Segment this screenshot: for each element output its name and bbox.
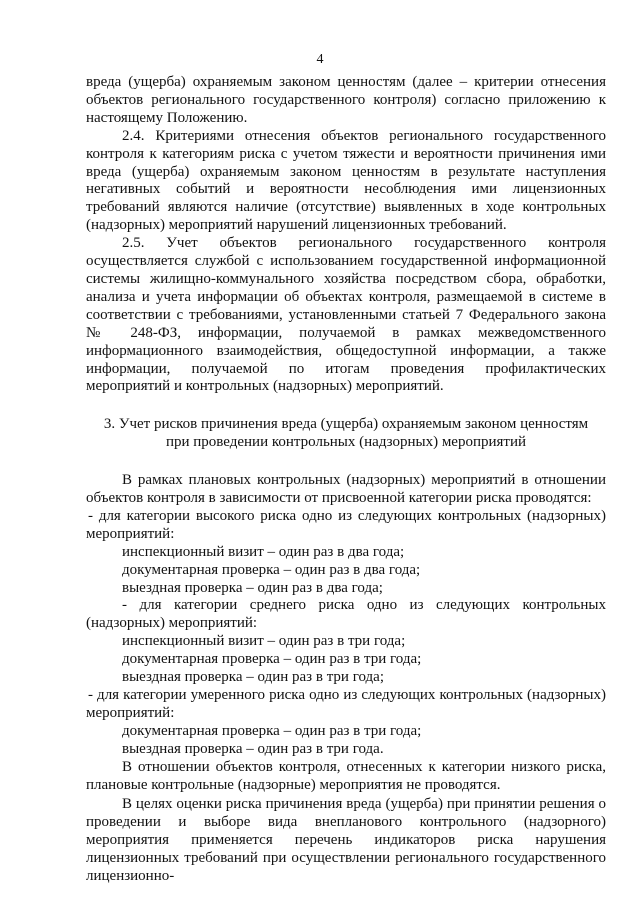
- list-item-moderate-2: выездная проверка – один раз в три года.: [122, 740, 384, 757]
- list-item-high-2: документарная проверка – один раз в два года;: [122, 561, 421, 578]
- list-item-medium-2: документарная проверка – один раз в три года;: [122, 651, 422, 668]
- paragraph-moderate-risk: - для категории умеренного риска одно из следующих контрольных (надзорных) мероприятий:: [86, 687, 606, 721]
- paragraph-medium-risk: - для категории среднего риска одно из следующих контрольных (надзорных) мероприятий:: [86, 597, 606, 632]
- list-item-high-1: инспекционный визит – один раз в два года;: [122, 543, 405, 560]
- paragraph-criteria-continuation: вреда (ущерба) охраняемым законом ценностям (далее – критерии отнесения объектов регионального государственного контроля) согласно приложению к настоящему Положению.: [86, 74, 606, 126]
- list-item-high-3: выездная проверка – один раз в два года;: [122, 579, 383, 596]
- page-number: 4: [316, 52, 324, 67]
- list-item-moderate-1: документарная проверка – один раз в три года;: [122, 722, 422, 739]
- document-body: [86, 74, 606, 886]
- section-heading-line-1: 3. Учет рисков причинения вреда (ущерба) охраняемым законом ценностям: [103, 416, 589, 433]
- list-item-medium-3: выездная проверка – один раз в три года;: [122, 669, 385, 686]
- paragraph-unplanned-measures: В целях оценки риска причинения вреда (ущерба) при принятии решения о проведении и выборе вида внепланового контрольного (надзорного) мероприятия применяется перечень индикаторов риска нарушения лицензионных требований при осуществлении регионального государственного лицензионно-: [86, 796, 606, 885]
- list-item-medium-1: инспекционный визит – один раз в три года;: [122, 633, 406, 650]
- paragraph-2-5: 2.5. Учет объектов регионального государственного контроля осуществляется службой с использованием государственной информационной системы жилищно-коммунального хозяйства посредством сбора, обработки, анализа и учета информации об объектах контроля, размещаемой в системе в соответствии с требованиями, установленными статьей 7 Федерального закона № 248-ФЗ, информации, получаемой в рамках межведомственного информационного взаимодействия, общедоступной информации, а также информации, получаемой по итогам проведения профилактических мероприятий и контрольных (надзорных) мероприятий.: [86, 235, 606, 395]
- paragraph-planned-measures: В рамках плановых контрольных (надзорных) мероприятий в отношении объектов контроля в зависимости от присвоенной категории риска проводятся:: [86, 472, 606, 507]
- section-heading-line-2: при проведении контрольных (надзорных) мероприятий: [165, 434, 527, 451]
- paragraph-high-risk: - для категории высокого риска одно из следующих контрольных (надзорных) мероприятий:: [86, 507, 606, 542]
- section-heading-3: [86, 416, 606, 452]
- paragraph-low-risk: В отношении объектов контроля, отнесенных к категории низкого риска, плановые контрольные (надзорные) мероприятия не проводятся.: [86, 758, 606, 793]
- paragraph-2-4: 2.4. Критериями отнесения объектов регионального государственного контроля к категориям риска с учетом тяжести и вероятности причинения ими вреда (ущерба) охраняемым законом ценностям в результате наступления негативных событий и вероятности несоблюдения ими лицензионных требований являются наличие (отсутствие) выявленных в ходе контрольных (надзорных) мероприятий нарушений лицензионных требований.: [86, 127, 606, 234]
